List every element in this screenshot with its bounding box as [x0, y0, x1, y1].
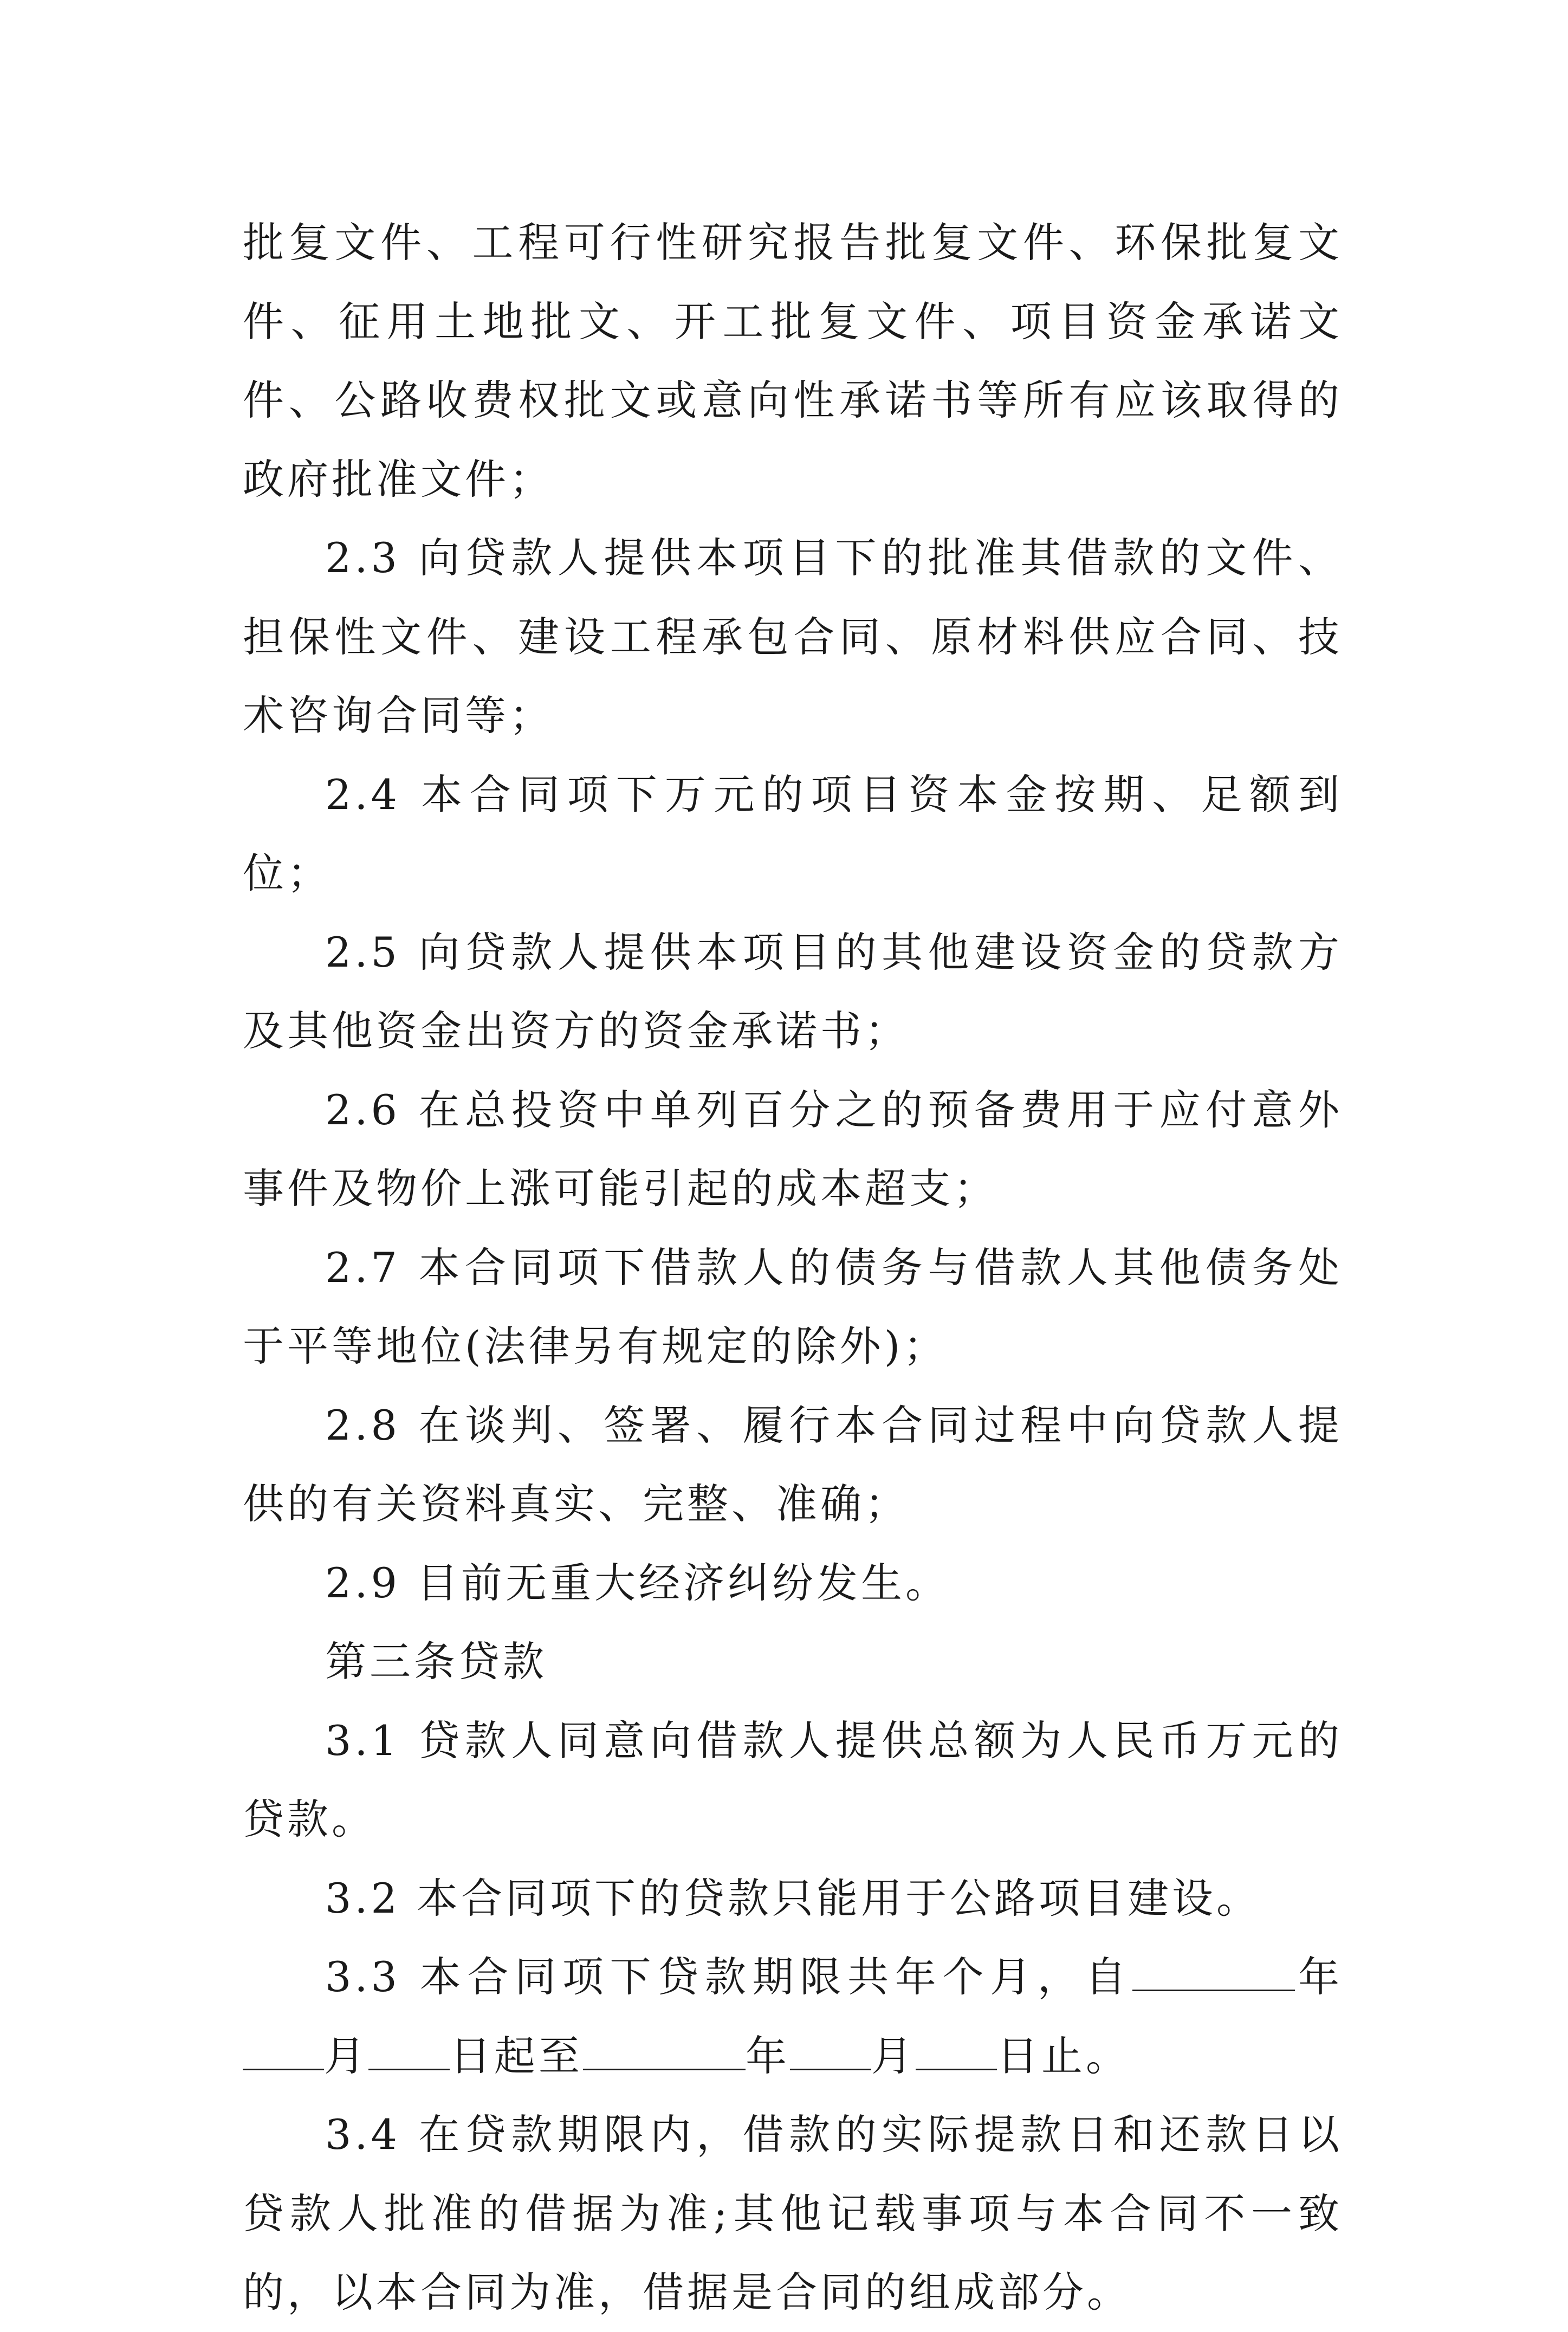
paragraph-2-6: 2.6 在总投资中单列百分之的预备费用于应付意外事件及物价上涨可能引起的成本超支； — [243, 1085, 1343, 1213]
article-3-heading: 第三条贷款 — [325, 1637, 547, 1686]
paragraph-3-4: 3.4 在贷款期限内，借款的实际提款日和还款日以贷款人批准的借据为准;其他记载事项与本合同不一致的，以本合同为准，借据是合同的组成部分。 — [243, 2110, 1343, 2316]
term-day-label: 日起至 — [450, 2031, 583, 2080]
paragraph-approval-documents: 批复文件、工程可行性研究报告批复文件、环保批复文件、征用土地批文、开工批复文件、项目资金承诺文件、公路收费权批文或意向性承诺书等所有应该取得的政府批准文件； — [243, 218, 1343, 503]
start-day-blank — [368, 2036, 450, 2070]
paragraph-2-9: 2.9 目前无重大经济纠纷发生。 — [325, 1558, 950, 1607]
paragraph-2-5: 2.5 向贷款人提供本项目的其他建设资金的贷款方及其他资金出资方的资金承诺书； — [243, 928, 1343, 1055]
paragraph-2-3: 2.3 向贷款人提供本项目下的批准其借款的文件、担保性文件、建设工程承包合同、原材料供应合同、技术咨询合同等； — [243, 534, 1343, 740]
paragraph-3-3-loan-term — [243, 1938, 1343, 2095]
end-month-blank — [790, 2036, 871, 2070]
term-end-day-label: 日止。 — [997, 2031, 1130, 2080]
end-day-blank — [916, 2036, 997, 2070]
paragraph-2-7: 2.7 本合同项下借款人的债务与借款人其他债务处于平等地位(法律另有规定的除外)； — [243, 1243, 1343, 1370]
term-intro: 3.3 本合同项下贷款期限共年个月，自 — [325, 1953, 1133, 2001]
start-year-blank — [1132, 1957, 1295, 1991]
paragraph-2-4: 2.4 本合同项下万元的项目资本金按期、足额到位； — [243, 770, 1343, 897]
contract-body — [243, 203, 1343, 2332]
term-month-label: 月 — [324, 2031, 368, 2080]
paragraph-2-8: 2.8 在谈判、签署、履行本合同过程中向贷款人提供的有关资料真实、完整、准确； — [243, 1401, 1343, 1528]
paragraph-3-2: 3.2 本合同项下的贷款只能用于公路项目建设。 — [325, 1874, 1261, 1922]
term-end-month-label: 月 — [871, 2031, 916, 2080]
term-end-year-label: 年 — [746, 2031, 790, 2080]
term-year-label: 年 — [1295, 1953, 1343, 2001]
paragraph-3-1: 3.1 贷款人同意向借款人提供总额为人民币万元的贷款。 — [243, 1716, 1343, 1843]
start-month-blank — [243, 2036, 324, 2070]
end-year-blank — [583, 2036, 746, 2070]
